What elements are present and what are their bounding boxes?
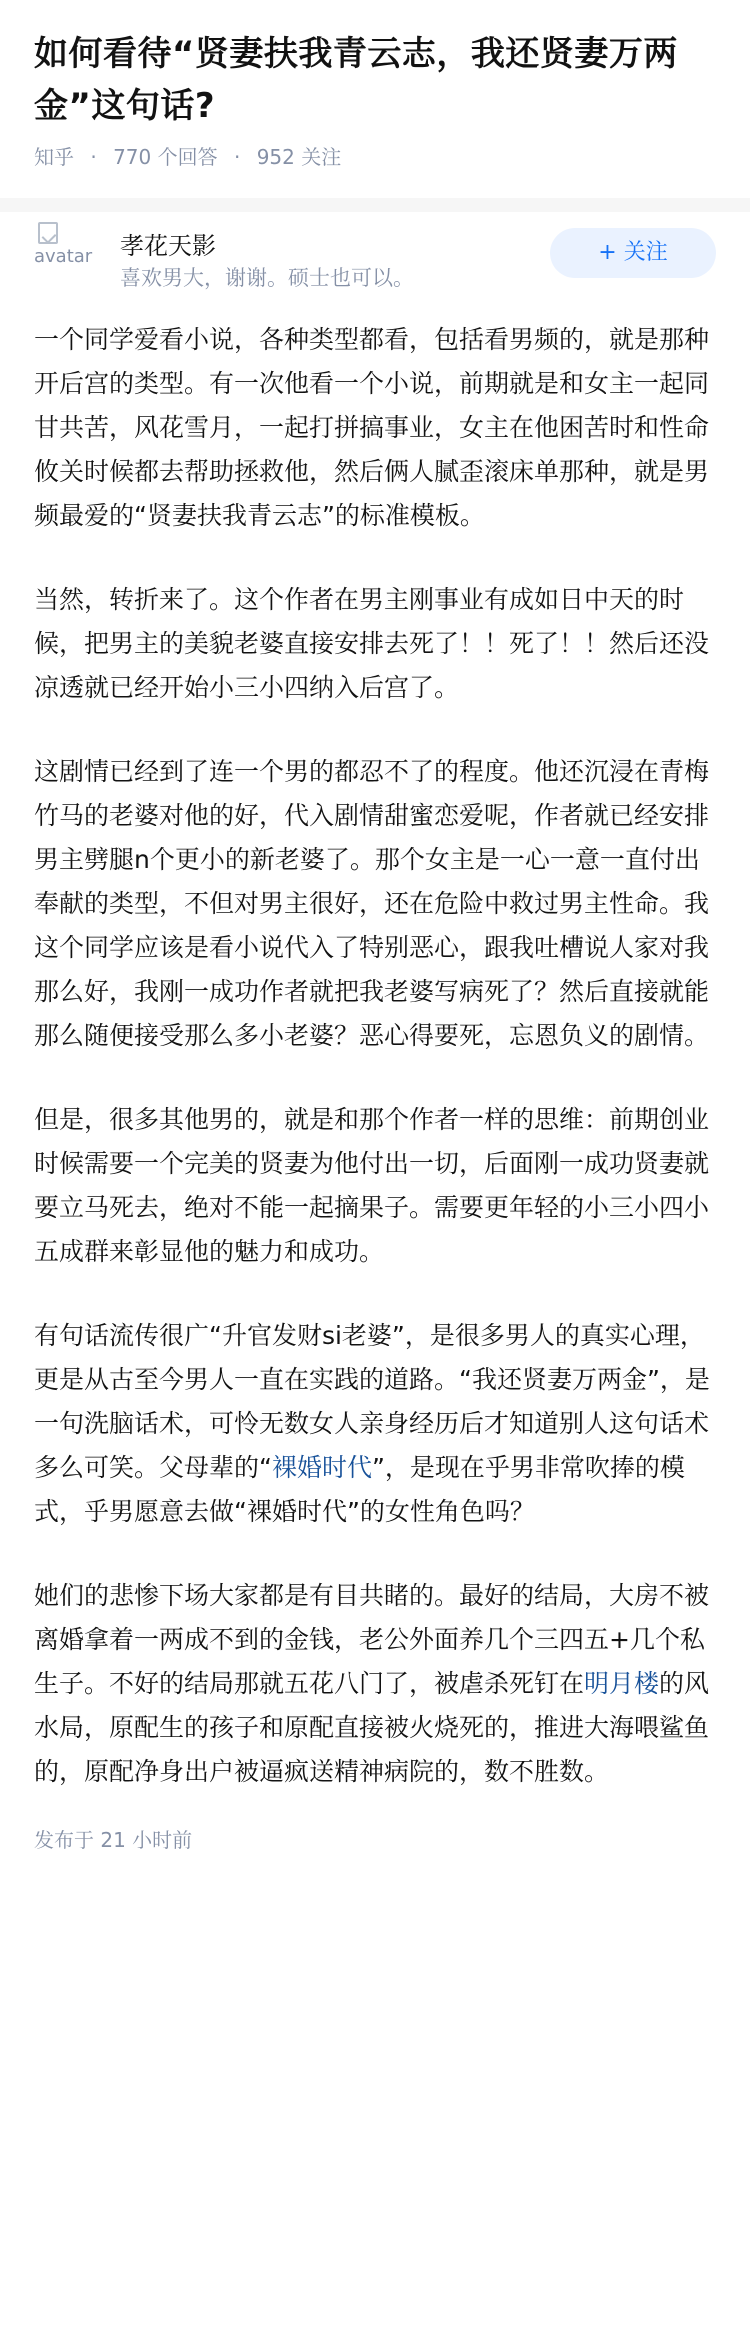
question-meta <box>34 142 716 172</box>
avatar-alt-text: avatar <box>34 246 93 267</box>
question-title[interactable]: 如何看待“贤妻扶我青云志，我还贤妻万两金”这句话? <box>34 34 678 126</box>
answer-paragraph <box>34 1098 716 1274</box>
follower-count: 952 关注 <box>256 145 342 169</box>
avatar[interactable] <box>34 222 93 272</box>
author-bio: 喜欢男大，谢谢。硕士也可以。 <box>120 266 414 290</box>
answer-paragraph <box>34 750 716 1058</box>
author-bar <box>0 212 750 318</box>
question-header <box>0 0 750 172</box>
paragraph-text: 有句话流传很广“升官发财si老婆”，是很多男人的真实心理，更是从古至今男人一直在实践的道路。“我还贤妻万两金”，是一句洗脑话术，可怜无数女人亲身经历后才知道别人这句话术多么可笑。父母辈的“ <box>34 1321 710 1482</box>
author-name[interactable]: 孝花天影 <box>120 232 216 260</box>
section-divider <box>0 198 750 212</box>
publish-time: 发布于 21 小时前 <box>34 1828 193 1852</box>
meta-separator: · <box>90 145 97 169</box>
broken-image-icon <box>38 222 58 244</box>
meta-separator: · <box>233 145 241 169</box>
topic-link-naked-marriage[interactable]: 裸婚时代 <box>271 1453 372 1482</box>
paragraph-text: 这剧情已经到了连一个男的都忍不了的程度。他还沉浸在青梅竹马的老婆对他的好，代入剧情甜蜜恋爱呢，作者就已经安排男主劈腿n个更小的新老婆了。那个女主是一心一意一直付出奉献的类型，不但对男主很好，还在危险中救过男主性命。我这个同学应该是看小说代入了特别恶心，跟我吐槽说人家对我那么好，我刚一成功作者就把我老婆写病死了？然后直接就能那么随便接受那么多小老婆？恶心得要死，忘恩负义的剧情。 <box>34 757 710 1050</box>
paragraph-text: 当然，转折来了。这个作者在男主刚事业有成如日中天的时候，把男主的美貌老婆直接安排去死了！！死了！！然后还没凉透就已经开始小三小四纳入后宫了。 <box>34 585 710 702</box>
answer-paragraph <box>34 1574 716 1794</box>
paragraph-text: 的风水局，原配生的孩子和原配直接被火烧死的，推进大海喂鲨鱼的，原配净身出户被逼疯送精神病院的，数不胜数。 <box>34 1669 710 1786</box>
paragraph-text: 但是，很多其他男的，就是和那个作者一样的思维：前期创业时候需要一个完美的贤妻为他付出一切，后面刚一成功贤妻就要立马死去，绝对不能一起摘果子。需要更年轻的小三小四小五成群来彰显他的魅力和成功。 <box>34 1105 710 1266</box>
answer-paragraph <box>34 318 716 538</box>
topic-link-mingyue-building[interactable]: 明月楼 <box>584 1669 660 1698</box>
answer-paragraph <box>34 578 716 710</box>
follow-button[interactable]: + 关注 <box>550 228 716 278</box>
paragraph-text: 她们的悲惨下场大家都是有目共睹的。最好的结局，大房不被离婚拿着一两成不到的金钱，老公外面养几个三四五+几个私生子。不好的结局那就五花八门了，被虐杀死钉在 <box>34 1581 710 1698</box>
paragraph-text: 一个同学爱看小说，各种类型都看，包括看男频的，就是那种开后宫的类型。有一次他看一个小说，前期就是和女主一起同甘共苦，风花雪月，一起打拼搞事业，女主在他困苦时和性命攸关时候都去帮助拯救他，然后俩人腻歪滚床单那种，就是男频最爱的“贤妻扶我青云志”的标准模板。 <box>34 325 710 530</box>
site-name[interactable]: 知乎 <box>34 145 74 169</box>
paragraph-text: ”，是现在乎男非常吹捧的模式，乎男愿意去做“裸婚时代”的女性角色吗？ <box>34 1453 685 1526</box>
answer-content <box>0 318 750 1794</box>
answer-paragraph <box>34 1314 716 1534</box>
answer-count[interactable]: 770 个回答 <box>113 145 218 169</box>
